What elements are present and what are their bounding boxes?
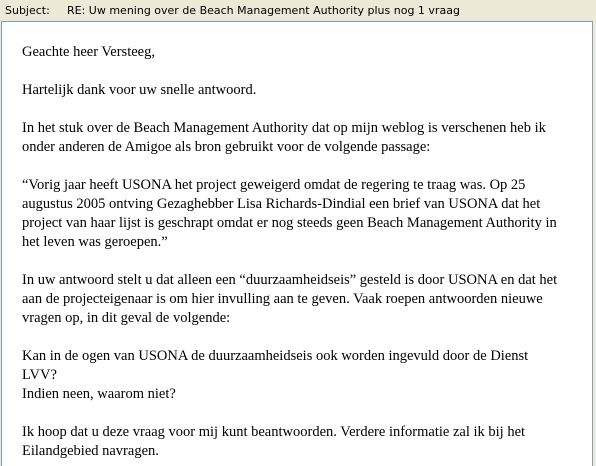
subject-value[interactable]: RE: Uw mening over de Beach Management Authority plus nog 1 vraag bbox=[67, 3, 460, 17]
closing-paragraph: Ik hoop dat u deze vraag voor mij kunt beantwoorden. Verdere informatie zal ik bij het Eilandgebied navragen. bbox=[22, 424, 526, 459]
message-body-text[interactable] bbox=[22, 43, 588, 466]
subject-label: Subject: bbox=[5, 3, 50, 17]
response-paragraph: In uw antwoord stelt u dat alleen een “duurzaamheidseis” gesteld is door USONA en dat het aan de projecteigenaar is om hier invulling aan te geven. Vaak roepen antwoorden nieuwe vragen op, in dit geval de volgende: bbox=[22, 272, 558, 326]
thanks-paragraph: Hartelijk dank voor uw snelle antwoord. bbox=[22, 82, 257, 98]
question-paragraph: Kan in de ogen van USONA de duurzaamheidseis ook worden ingevuld door de Dienst LVV? Indien neen, waarom niet? bbox=[22, 348, 529, 402]
subject-bar bbox=[0, 0, 596, 20]
message-body-pane[interactable] bbox=[1, 21, 593, 466]
quote-paragraph: “Vorig jaar heeft USONA het project geweigerd omdat de regering te traag was. Op 25 augustus 2005 ontving Gezaghebber Lisa Richards-Dindial een brief van USONA dat het project van haar lijst is geschrapt omdat er nog steeds geen Beach Management Authority in het leven was geroepen.” bbox=[22, 177, 557, 250]
intro-paragraph: In het stuk over de Beach Management Authority dat op mijn weblog is verschenen heb ik onder anderen de Amigoe als bron gebruikt voor de volgende passage: bbox=[22, 120, 546, 155]
greeting-paragraph: Geachte heer Versteeg, bbox=[22, 44, 155, 60]
